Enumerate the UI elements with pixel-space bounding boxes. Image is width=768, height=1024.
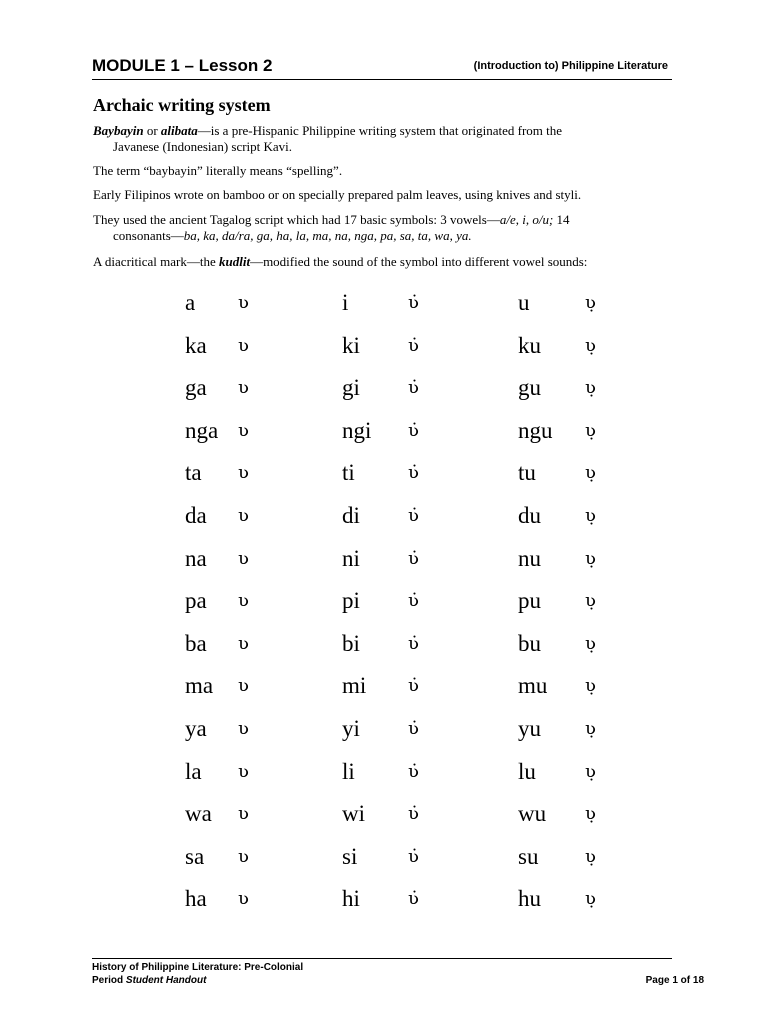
text-definition: —is a pre-Hispanic Philippine writing system that originated from the: [197, 123, 563, 138]
syllable-latin-hu: hu: [518, 886, 541, 912]
syllable-latin-wa: wa: [185, 801, 212, 827]
syllable-latin-pa: pa: [185, 588, 207, 614]
baybayin-syllable-chart: [180, 290, 630, 930]
syllable-latin-nga: nga: [185, 417, 219, 443]
syllable-latin-di: di: [342, 503, 360, 528]
subject-title: (Introduction to) Philippine Literature: [473, 60, 668, 72]
text-kudlit-lead: A diacritical mark—the: [93, 254, 219, 269]
syllable-latin-pu: pu: [518, 588, 541, 614]
syllable-baybayin-glyph-icon: ʋ̇: [408, 419, 419, 441]
syllable-baybayin-glyph-icon: ʋ: [238, 803, 249, 825]
syllable-baybayin-glyph-icon: ʋ̣: [585, 547, 596, 569]
syllable-latin-ngi: ngi: [342, 417, 372, 443]
text-consonants-lead: consonants—: [113, 228, 184, 243]
vowel-sep-2: ,: [525, 212, 533, 227]
syllable-baybayin-glyph-icon: ʋ̇: [408, 632, 419, 654]
header-divider: [92, 79, 672, 80]
text-symbols-lead: They used the ancient Tagalog script which had 17 basic symbols: 3 vowels—: [93, 212, 500, 227]
consonants-line: [93, 228, 683, 244]
paragraph-bamboo: Early Filipinos wrote on bamboo or on specially prepared palm leaves, using knives and styli.: [93, 187, 582, 202]
syllable-baybayin-glyph-icon: ʋ: [238, 760, 249, 782]
syllable-baybayin-glyph-icon: ʋ̣: [585, 334, 596, 356]
syllable-baybayin-glyph-icon: ʋ̇: [408, 505, 419, 526]
syllable-latin-a: a: [185, 290, 196, 315]
syllable-baybayin-glyph-icon: ʋ̇: [408, 803, 419, 825]
syllable-baybayin-glyph-icon: ʋ̣: [585, 803, 596, 825]
syllable-baybayin-glyph-icon: ʋ̣: [585, 505, 596, 526]
syllable-latin-bi: bi: [342, 630, 360, 656]
syllable-latin-ta: ta: [185, 460, 202, 486]
text-or: or: [143, 123, 161, 138]
syllable-baybayin-glyph-icon: ʋ: [238, 845, 249, 867]
footer-page-number: Page 1 of 18: [645, 975, 704, 986]
footer-period-label: Period: [92, 975, 126, 986]
text-count: 14: [553, 212, 570, 227]
paragraph-kudlit: [93, 254, 683, 270]
syllable-baybayin-glyph-icon: ʋ: [238, 718, 249, 739]
syllable-latin-nu: nu: [518, 545, 541, 571]
syllable-baybayin-glyph-icon: ʋ̇: [408, 590, 419, 612]
syllable-baybayin-glyph-icon: ʋ̣: [585, 419, 596, 441]
syllable-baybayin-glyph-icon: ʋ̣: [585, 590, 596, 612]
syllable-latin-du: du: [518, 503, 541, 528]
vowel-sep-1: ,: [515, 212, 523, 227]
syllable-baybayin-glyph-icon: ʋ̣: [585, 888, 596, 910]
syllable-latin-ga: ga: [185, 375, 207, 401]
syllable-latin-ba: ba: [185, 630, 207, 656]
syllable-latin-da: da: [185, 503, 207, 528]
syllable-baybayin-glyph-icon: ʋ: [238, 632, 249, 654]
text-definition-cont: Javanese (Indonesian) script Kavi.: [113, 139, 293, 154]
syllable-baybayin-glyph-icon: ʋ̇: [408, 718, 419, 739]
syllable-baybayin-glyph-icon: ʋ: [238, 377, 249, 399]
syllable-latin-lu: lu: [518, 758, 536, 784]
consonant-list: ba, ka, da/ra, ga, ha, la, ma, na, nga, pa, sa, ta, wa, ya.: [183, 228, 472, 243]
syllable-baybayin-glyph-icon: ʋ̣: [585, 632, 596, 654]
syllable-baybayin-glyph-icon: ʋ̣: [585, 718, 596, 739]
section-title: Archaic writing system: [93, 95, 271, 115]
footer-handout-label: Student Handout: [125, 975, 207, 986]
syllable-latin-ni: ni: [342, 545, 360, 571]
syllable-latin-sa: sa: [185, 843, 205, 869]
syllable-latin-ki: ki: [342, 332, 360, 358]
syllable-baybayin-glyph-icon: ʋ: [238, 505, 249, 526]
syllable-baybayin-glyph-icon: ʋ: [238, 334, 249, 356]
syllable-latin-gu: gu: [518, 375, 541, 401]
text-kudlit-rest: —modified the sound of the symbol into different vowel sounds:: [250, 254, 588, 269]
syllable-latin-bu: bu: [518, 630, 541, 656]
syllable-baybayin-glyph-icon: ʋ̣: [585, 675, 596, 697]
syllable-latin-na: na: [185, 545, 207, 571]
syllable-baybayin-glyph-icon: ʋ̇: [408, 377, 419, 399]
term-kudlit: kudlit: [218, 254, 251, 269]
syllable-latin-ka: ka: [185, 332, 207, 358]
footer-course-title: History of Philippine Literature: Pre-Colonial: [92, 962, 304, 973]
syllable-latin-ha: ha: [185, 886, 207, 912]
syllable-latin-mu: mu: [518, 673, 548, 699]
syllable-baybayin-glyph-icon: ʋ̣: [585, 377, 596, 399]
vowel-i: i: [522, 212, 526, 227]
syllable-baybayin-glyph-icon: ʋ: [238, 590, 249, 612]
syllable-baybayin-glyph-icon: ʋ̇: [408, 547, 419, 569]
page-header: [92, 56, 672, 80]
syllable-baybayin-glyph-icon: ʋ̣: [585, 462, 596, 484]
syllable-baybayin-glyph-icon: ʋ: [238, 547, 249, 569]
syllable-latin-pi: pi: [342, 588, 360, 614]
footer-period: [92, 975, 206, 986]
term-baybayin: Baybayin: [93, 123, 144, 138]
module-title: MODULE 1 – Lesson 2: [92, 56, 273, 75]
syllable-latin-hi: hi: [342, 886, 360, 912]
syllable-baybayin-glyph-icon: ʋ̣: [585, 760, 596, 782]
syllable-baybayin-glyph-icon: ʋ: [238, 888, 249, 910]
syllable-baybayin-glyph-icon: ʋ̇: [408, 888, 419, 910]
syllable-latin-ngu: ngu: [518, 417, 553, 443]
syllable-baybayin-glyph-icon: ʋ: [238, 292, 249, 313]
syllable-latin-su: su: [518, 843, 539, 869]
vowel-ae: a/e: [499, 212, 516, 227]
syllable-latin-mi: mi: [342, 673, 367, 699]
syllable-baybayin-glyph-icon: ʋ: [238, 462, 249, 484]
paragraph-term: The term “baybayin” literally means “spelling”.: [93, 163, 343, 178]
syllable-baybayin-glyph-icon: ʋ̇: [408, 845, 419, 867]
paragraph-symbols: [93, 212, 683, 244]
syllable-baybayin-glyph-icon: ʋ̣: [585, 845, 596, 867]
syllable-latin-ya: ya: [185, 716, 207, 741]
syllable-latin-ma: ma: [185, 673, 214, 699]
syllable-baybayin-glyph-icon: ʋ̇: [408, 462, 419, 484]
syllable-baybayin-glyph-icon: ʋ̇: [408, 675, 419, 697]
syllable-latin-ku: ku: [518, 332, 541, 358]
syllable-latin-wu: wu: [518, 801, 547, 827]
syllable-latin-i: i: [342, 290, 349, 315]
syllable-latin-gi: gi: [342, 375, 360, 401]
syllable-baybayin-glyph-icon: ʋ̣: [585, 292, 596, 313]
footer-divider: [92, 958, 672, 959]
syllable-baybayin-glyph-icon: ʋ̇: [408, 760, 419, 782]
syllable-latin-ti: ti: [342, 460, 355, 486]
syllable-latin-la: la: [185, 758, 202, 784]
term-alibata: alibata: [160, 123, 198, 138]
syllable-baybayin-glyph-icon: ʋ: [238, 675, 249, 697]
syllable-latin-wi: wi: [342, 801, 365, 827]
syllable-latin-yi: yi: [342, 716, 360, 741]
syllable-latin-tu: tu: [518, 460, 536, 486]
paragraph-baybayin: [93, 123, 683, 155]
syllable-baybayin-glyph-icon: ʋ: [238, 419, 249, 441]
syllable-latin-si: si: [342, 843, 358, 869]
syllable-latin-yu: yu: [518, 716, 541, 741]
vowel-ou: o/u;: [532, 212, 554, 227]
syllable-baybayin-glyph-icon: ʋ̇: [408, 292, 419, 313]
syllable-baybayin-glyph-icon: ʋ̇: [408, 334, 419, 356]
syllable-latin-li: li: [342, 758, 355, 784]
syllable-latin-u: u: [518, 290, 530, 315]
